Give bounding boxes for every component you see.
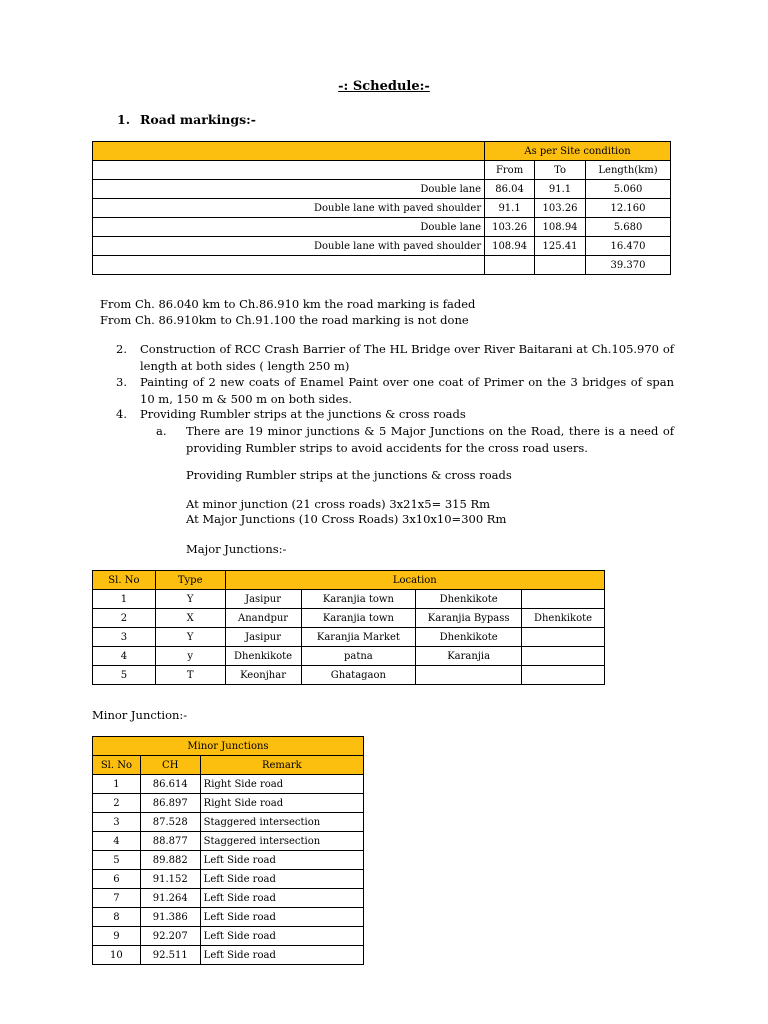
table-cell: 91.386 [140,908,200,927]
table-cell: T [155,666,225,685]
list-item [116,374,674,408]
table-cell: 12.160 [586,199,671,218]
table-cell: 91.1 [485,199,535,218]
column-header: Sl. No [93,756,141,775]
table-title: Minor Junctions [93,737,364,756]
list-number: 4. [116,407,127,421]
table-cell: 9 [93,927,141,946]
table-cell [522,647,605,666]
table-cell: patna [301,647,416,666]
list-number: 2. [116,342,127,356]
table-cell: Left Side road [200,908,363,927]
table-cell: Karanjia town [301,609,416,628]
table-cell: Ghatagaon [301,666,416,685]
table-row-total [93,256,671,275]
table-cell: 2 [93,609,156,628]
calculation-major: At Major Junctions (10 Cross Roads) 3x10x10=300 Rm [186,512,507,526]
table-cell: Dhenkikote [416,590,522,609]
table-row [93,832,364,851]
table-cell: Right Side road [200,775,363,794]
list-text: Painting of 2 new coats of Enamel Paint over one coat of Primer on the 3 bridges of span 10 m, 150 m & 500 m on both sides. [140,375,674,406]
table-cell: Jasipur [225,628,301,647]
table-row [93,590,605,609]
table-cell: 91.152 [140,870,200,889]
column-header: Location [225,571,604,590]
paragraph: Providing Rumbler strips at the junctions & cross roads [186,468,512,482]
table-row [93,889,364,908]
calculation-minor: At minor junction (21 cross roads) 3x21x5= 315 Rm [186,497,491,511]
table-row [93,218,671,237]
table-row [93,237,671,256]
table-cell: 1 [93,590,156,609]
table-row [93,199,671,218]
table-cell: 6 [93,870,141,889]
header-cell-blank [93,142,485,161]
table-row [93,775,364,794]
table-cell: 5.680 [586,218,671,237]
table-row [93,908,364,927]
table-cell: Double lane with paved shoulder [93,237,485,256]
table-row [93,142,671,161]
table-cell: 7 [93,889,141,908]
road-markings-table [92,141,671,275]
table-cell [416,666,522,685]
list-item [116,341,674,375]
table-cell: Y [155,628,225,647]
table-cell: 5 [93,851,141,870]
table-row [93,628,605,647]
table-cell: Left Side road [200,851,363,870]
list-text: Construction of RCC Crash Barrier of The HL Bridge over River Baitarani at Ch.105.970 of length at both sides ( length 250 m) [140,342,674,373]
page-title: -: Schedule:- [338,79,430,94]
table-cell: Karanjia Market [301,628,416,647]
column-header: Type [155,571,225,590]
table-cell: Dhenkikote [416,628,522,647]
table-row [93,946,364,965]
table-cell: Left Side road [200,927,363,946]
table-cell: Left Side road [200,946,363,965]
table-cell: 16.470 [586,237,671,256]
table-cell [522,590,605,609]
table-cell [93,161,485,180]
table-cell: Anandpur [225,609,301,628]
table-cell: Double lane [93,218,485,237]
total-length: 39.370 [586,256,671,275]
table-cell [485,256,535,275]
table-cell: 1 [93,775,141,794]
table-cell: Keonjhar [225,666,301,685]
table-cell: 4 [93,647,156,666]
table-row [93,870,364,889]
table-cell: Karanjia Bypass [416,609,522,628]
table-cell [522,628,605,647]
table-cell: 125.41 [535,237,586,256]
table-cell: X [155,609,225,628]
column-header: To [535,161,586,180]
table-cell: Staggered intersection [200,832,363,851]
table-cell: Left Side road [200,870,363,889]
list-sub-item [156,423,674,457]
column-header: Remark [200,756,363,775]
table-cell: Y [155,590,225,609]
table-cell: Karanjia [416,647,522,666]
table-cell: Staggered intersection [200,813,363,832]
table-cell: Karanjia town [301,590,416,609]
table-cell [93,256,485,275]
table-row [93,571,605,590]
section-title: Road markings:- [140,112,256,127]
table-cell: 8 [93,908,141,927]
table-row [93,737,364,756]
table-cell: 91.264 [140,889,200,908]
note-not-done: From Ch. 86.910km to Ch.91.100 the road marking is not done [100,313,469,327]
note-faded: From Ch. 86.040 km to Ch.86.910 km the road marking is faded [100,297,476,311]
table-cell: Dhenkikote [522,609,605,628]
table-cell: 4 [93,832,141,851]
table-row [93,161,671,180]
table-row [93,851,364,870]
table-cell: 86.614 [140,775,200,794]
table-cell: 103.26 [535,199,586,218]
major-junctions-table [92,570,605,685]
table-cell: Right Side road [200,794,363,813]
table-cell: 108.94 [485,237,535,256]
table-cell: 10 [93,946,141,965]
table-cell: Double lane with paved shoulder [93,199,485,218]
table-cell: 88.877 [140,832,200,851]
table-row [93,756,364,775]
table-cell: 5.060 [586,180,671,199]
table-cell: 5 [93,666,156,685]
table-row [93,813,364,832]
table-row [93,609,605,628]
table-cell: Jasipur [225,590,301,609]
table-cell: 3 [93,813,141,832]
list-number: 3. [116,375,127,389]
table-cell: 92.207 [140,927,200,946]
table-cell: 91.1 [535,180,586,199]
table-row [93,647,605,666]
table-cell: 89.882 [140,851,200,870]
column-header: Sl. No [93,571,156,590]
table-cell: 2 [93,794,141,813]
minor-junctions-heading: Minor Junction:- [92,708,188,722]
table-cell: 3 [93,628,156,647]
table-cell: 103.26 [485,218,535,237]
table-cell: 86.04 [485,180,535,199]
header-cell-site-condition: As per Site condition [485,142,671,161]
table-row [93,180,671,199]
list-text: There are 19 minor junctions & 5 Major Junctions on the Road, there is a need of providing Rumbler strips to avoid accidents for the cross road users. [186,424,674,455]
table-cell: 92.511 [140,946,200,965]
table-cell [522,666,605,685]
table-cell: Left Side road [200,889,363,908]
table-cell: Dhenkikote [225,647,301,666]
section-heading-road-markings [117,112,256,127]
minor-junctions-table [92,736,364,965]
column-header: CH [140,756,200,775]
column-header: Length(km) [586,161,671,180]
section-number: 1. [117,112,131,127]
table-row [93,794,364,813]
list-letter: a. [156,424,167,438]
table-row [93,666,605,685]
list-text: Providing Rumbler strips at the junctions & cross roads [140,407,466,421]
table-row [93,927,364,946]
major-junctions-heading: Major Junctions:- [186,542,287,556]
table-cell: 87.528 [140,813,200,832]
column-header: From [485,161,535,180]
table-cell [535,256,586,275]
table-cell: Double lane [93,180,485,199]
table-cell: 86.897 [140,794,200,813]
table-cell: y [155,647,225,666]
list-item [116,406,674,423]
table-cell: 108.94 [535,218,586,237]
